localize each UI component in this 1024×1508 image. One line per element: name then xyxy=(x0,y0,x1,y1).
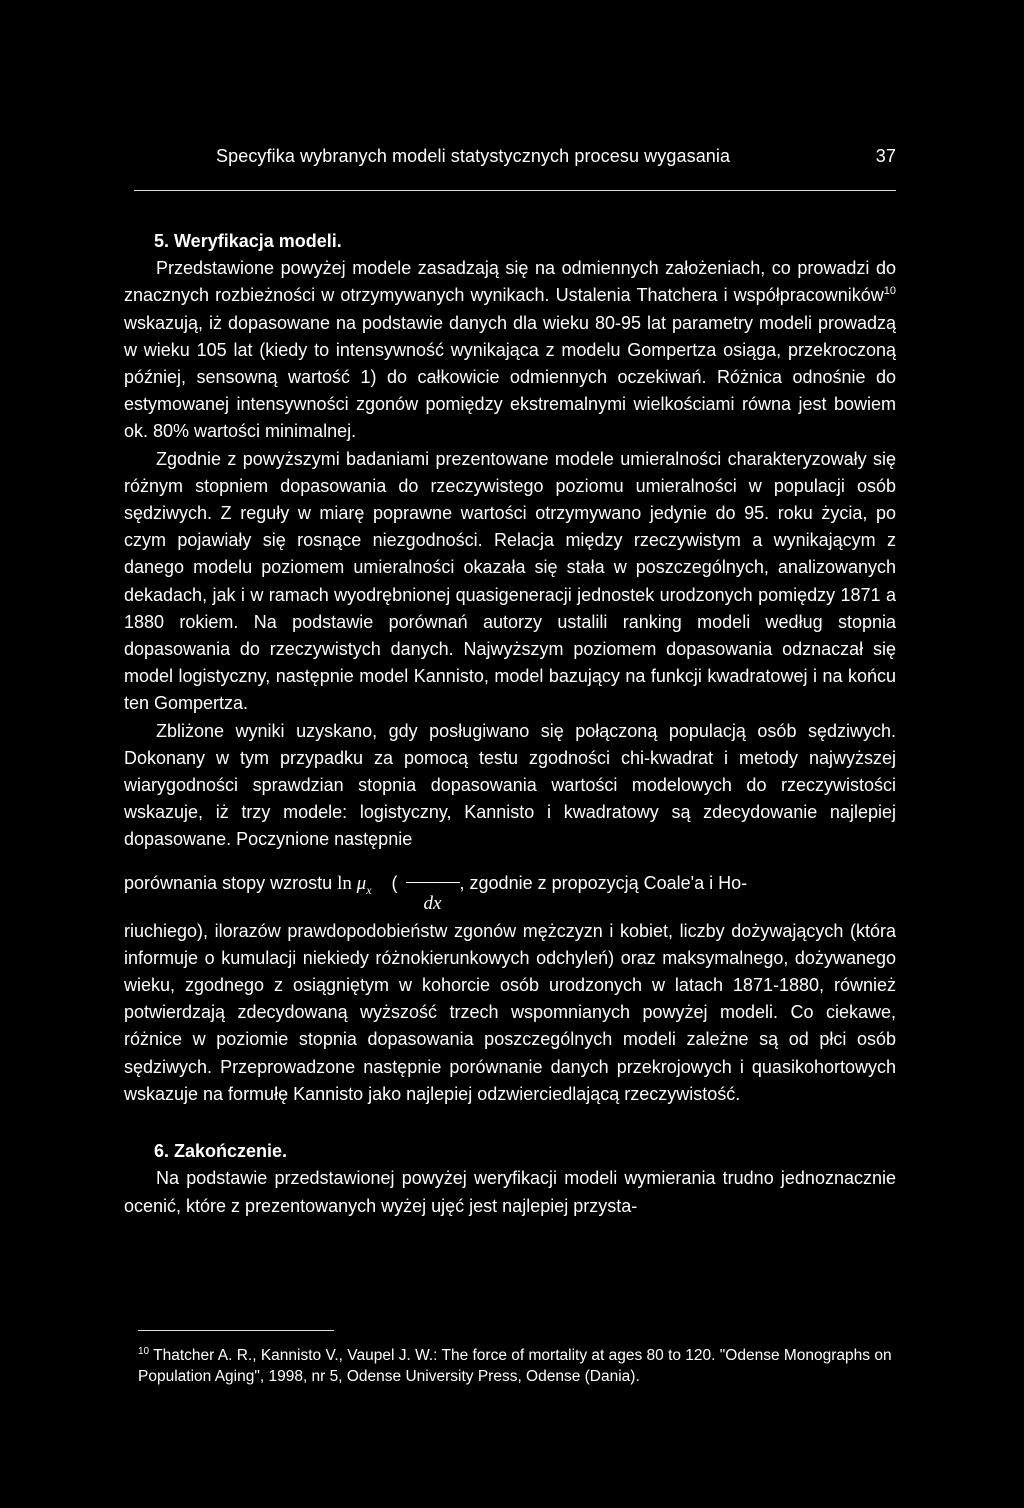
body-text xyxy=(124,228,896,1220)
fraction-bar xyxy=(406,882,460,883)
section-5-paragraph-3-continued: riuchiego), ilorazów prawdopodobieństw zgonów mężczyzn i kobiet, liczby dożywających (która informuje o kumulacji niekiedy różnokierunkowych odchyleń) oraz maksymalnego, dożywanego wieku, zgodnego z osiągniętym w kohorcie osób urodzonych w latach 1871-1880, również potwierdzają zdecydowaną wyższość trzech wspomnianych powyżej modeli. Co ciekawe, różnice w poziomie stopnia dopasowania poszczególnych modeli zależne są od płci osób sędziwych. Przeprowadzone następnie porównanie danych przekrojowych i quasikohortowych wskazuje na formułę Kannisto jako najlepiej odzwierciedlającą rzeczywistość. xyxy=(124,920,896,1104)
footnote xyxy=(138,1345,896,1387)
document-page xyxy=(124,0,896,1508)
formula-ln: ln xyxy=(337,872,357,894)
page-number: 37 xyxy=(875,146,896,166)
paragraph-1-text-end: wskazują, iż dopasowane na podstawie danych dla wieku 80-95 lat parametry modeli prowadzą w wieku 105 lat (kiedy to intensywność wynikająca z modelu Gompertza osiąga, przekroczoną później, sensowną wartość 1) do całkowicie odmiennych oczekiwań. Różnica odnośnie do estymowanej intensywności zgonów pomiędzy ekstremalnymi wielkościami równa jest bowiem ok. 80% wartości minimalnej. xyxy=(124,312,896,442)
formula-lead-text: porównania stopy wzrostu xyxy=(124,872,338,893)
footnote-number: 10 xyxy=(138,1345,150,1357)
section-5-paragraph-1 xyxy=(124,255,896,445)
fraction-denominator: dx xyxy=(423,892,442,914)
section-6-paragraph-1: Na podstawie przedstawionej powyżej weryfikacji modeli wymierania trudno jednoznacznie ocenić, które z prezentowanych wyżej ujęć jest najlepiej przysta- xyxy=(124,1168,896,1216)
section-6-heading: 6. Zakończenie. xyxy=(154,1141,288,1162)
formula-subscript: x xyxy=(366,882,372,897)
section-5-paragraph-3: Zbliżone wyniki uzyskano, gdy posługiwano się połączoną populacją osób sędziwych. Dokonany w tym przypadku za pomocą testu zgodności chi-kwadrat i metody najwyższej wiarygodności sprawdzian stopnia dopasowania wartości modelowych do rzeczywistości wskazuje, iż trzy modele: logistyczny, Kannisto i kwadratowy są zdecydowanie najlepiej dopasowane. Poczynione następnie xyxy=(124,720,896,850)
formula-expression xyxy=(337,872,372,897)
formula-mu: μ xyxy=(356,872,367,894)
footnote-divider xyxy=(138,1330,334,1331)
formula-line xyxy=(124,870,896,914)
header-divider xyxy=(134,190,896,191)
footnote-reference: 10 xyxy=(883,285,896,298)
formula-open-paren: ( xyxy=(391,872,398,893)
footnote-text: Thatcher A. R., Kannisto V., Vaupel J. W.: The force of mortality at ages 80 to 120. "Odense Monographs on Population Aging", 1998, nr 5, Odense University Press, Odense (Dania). xyxy=(138,1347,892,1385)
running-header-title: Specyfika wybranych modeli statystycznych procesu wygasania xyxy=(216,146,731,166)
section-5-paragraph-2: Zgodnie z powyższymi badaniami prezentowane modele umieralności charakteryzowały się różnym stopniem dopasowania do rzeczywistego poziomu umieralności w populacji osób sędziwych. Z reguły w miarę poprawne wartości otrzymywano jedynie do 95. roku życia, po czym pojawiały się rosnące niezgodności. Relacja między rzeczywistym a wynikającym z danego modelu poziomem umieralności okazała się stała w poszczególnych, analizowanych dekadach, jak i w ramach wyodrębnionej quasigeneracji jednostek urodzonych pomiędzy 1871 a 1880 rokiem. Na podstawie porównań autorzy ustalili ranking modeli według stopnia dopasowania do rzeczywistych danych. Najwyższym poziomem dopasowania odznaczał się model logistyczny, następnie model Kannisto, model bazujący na funkcji kwadratowej i na końcu ten Gompertza. xyxy=(124,448,896,714)
paragraph-1-text-start: Przedstawione powyżej modele zasadzają się na odmiennych założeniach, co prowadzi do znacznych rozbieżności w otrzymywanych wynikach. Ustalenia Thatchera i współpracowników xyxy=(124,258,896,306)
formula-tail-text: , zgodnie z propozycją Coale'a i Ho- xyxy=(459,872,748,893)
section-5-heading: 5. Weryfikacja modeli. xyxy=(154,231,342,251)
